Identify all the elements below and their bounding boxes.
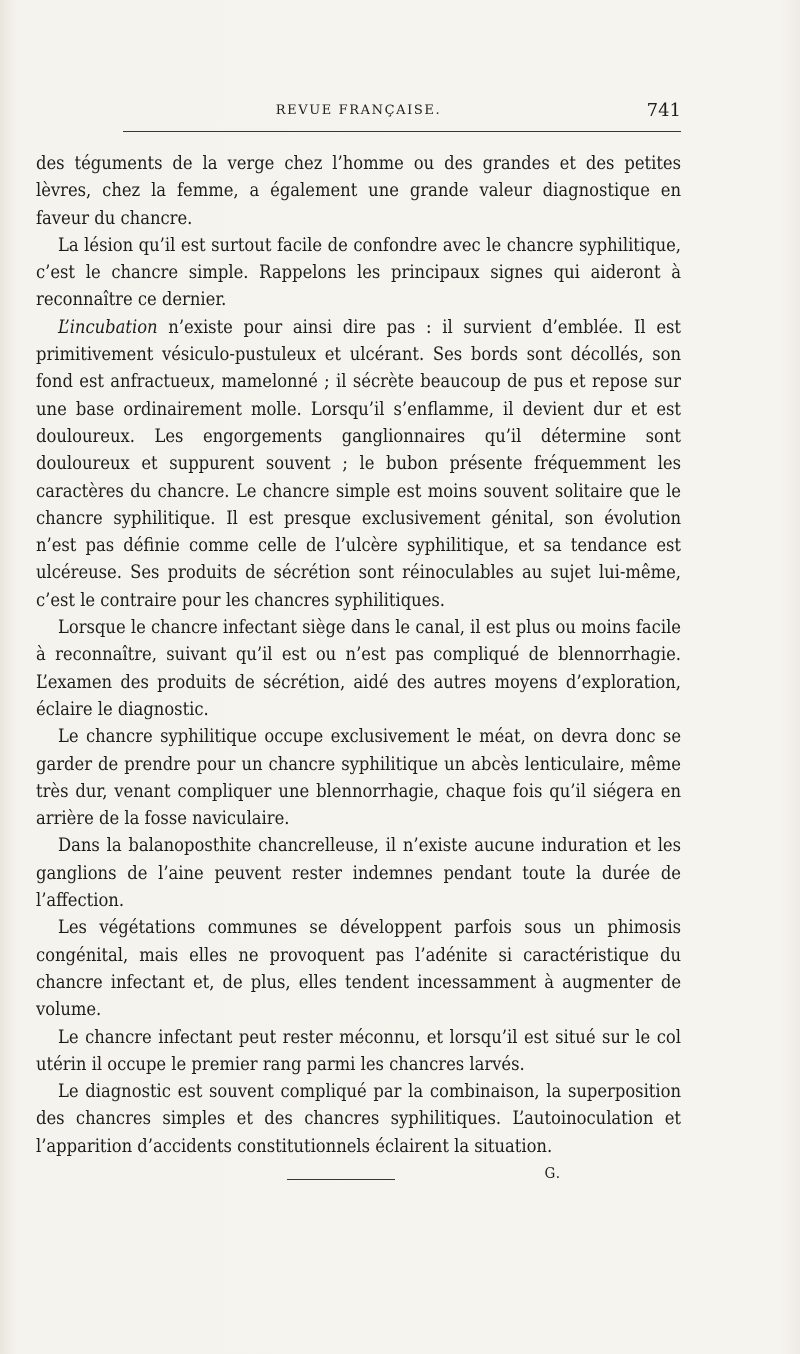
article-body <box>36 150 681 1187</box>
header-rule <box>123 131 681 132</box>
paragraph-9-text: Le diagnostic est souvent compliqué par la combinaison, la superposition des chancres simples et des chancres syphilitiques. L’autoinoculation et l’apparition d’accidents constitutionnels éclairent la situation. <box>36 1081 681 1157</box>
paragraph-9 <box>36 1078 681 1182</box>
page-number: 741 <box>646 100 681 121</box>
paragraph-3 <box>36 314 681 614</box>
italic-term: L’incubation <box>58 316 158 338</box>
paragraph-8: Le chancre infectant peut rester méconnu, et lorsqu’il est situé sur le col utérin il occupe le premier rang parmi les chancres larvés. <box>36 1026 681 1075</box>
running-head <box>36 100 681 125</box>
paragraph-7: Les végétations communes se développent parfois sous un phimosis congénital, mais elles ne provoquent pas l’adénite si caractéristique du chancre infectant et, de plus, elles tendent incessamment à augmenter de volume. <box>36 917 681 1021</box>
paragraph-1: des téguments de la verge chez l’homme ou des grandes et des petites lèvres, chez la femme, a également une grande valeur diagnostique en faveur du chancre. <box>36 153 681 229</box>
paragraph-4: Lorsque le chancre infectant siège dans le canal, il est plus ou moins facile à reconnaître, suivant qu’il est ou n’est pas compliqué de blennorrhagie. L’examen des produits de sécrétion, aidé des autres moyens d’exploration, éclaire le diagnostic. <box>36 617 681 720</box>
paragraph-5: Le chancre syphilitique occupe exclusivement le méat, on devra donc se garder de prendre pour un chancre syphilitique un abcès lenticulaire, même très dur, venant compliquer une blennorrhagie, chaque fois qu’il siégera en arrière de la fosse naviculaire. <box>36 726 681 830</box>
end-rule <box>287 1179 395 1180</box>
running-title: REVUE FRANÇAISE. <box>275 103 442 118</box>
paragraph-3-text: n’existe pour ainsi dire pas : il survient d’emblée. Il est primitivement vésiculo-pustuleux et ulcérant. Ses bords sont décollés, son fond est anfractueux, mamelonné ; il sécrète beaucoup de pus et repose sur une base ordinairement molle. Lorsqu’il s’enflamme, il devient dur et est douloureux. Les engorgements ganglionnaires qu’il détermine sont douloureux et suppurent souvent ; le bubon présente fréquemment les caractères du chancre. Le chancre simple est moins souvent solitaire que le chancre syphilitique. Il est presque exclusivement génital, son évolution n’est pas définie comme celle de l’ulcère syphilitique, et sa tendance est ulcéreuse. Ses produits de sécrétion sont réinoculables au sujet lui-même, c’est le contraire pour les chancres syphilitiques. <box>36 316 681 611</box>
paragraph-6: Dans la balanoposthite chancrelleuse, il n’existe aucune induration et les ganglions de l’aine peuvent rester indemnes pendant toute la durée de l’affection. <box>36 835 681 912</box>
paragraph-2: La lésion qu’il est surtout facile de confondre avec le chancre syphilitique, c’est le chancre simple. Rappelons les principaux signes qui aideront à reconnaître ce dernier. <box>36 234 681 311</box>
author-signature: G. <box>544 1163 561 1182</box>
